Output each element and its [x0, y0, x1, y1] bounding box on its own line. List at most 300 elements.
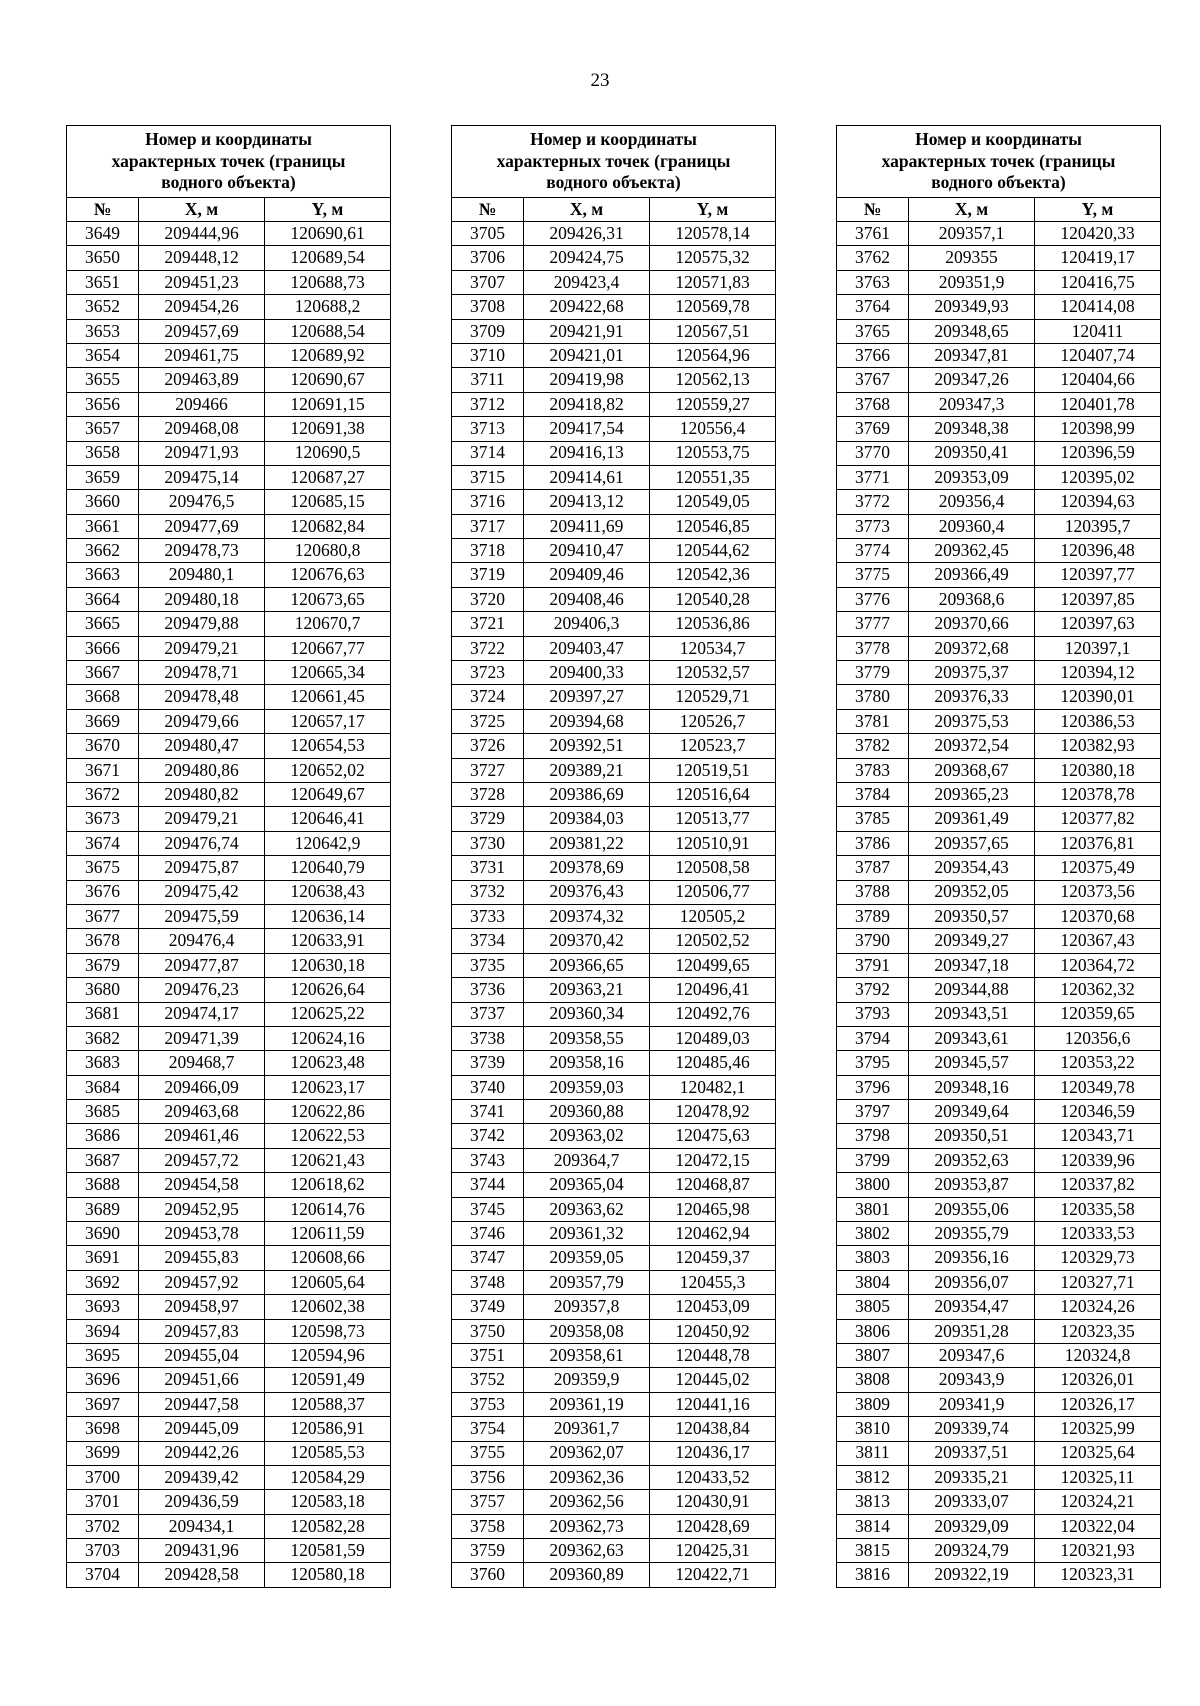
coordinates-table [836, 125, 1161, 1588]
y-coordinate-cell: 120329,73 [1035, 1246, 1161, 1270]
point-number-cell: 3806 [837, 1319, 909, 1343]
table-row [452, 514, 776, 538]
x-coordinate-cell: 209436,59 [139, 1490, 265, 1514]
x-coordinate-cell: 209364,7 [524, 1148, 650, 1172]
table-row [837, 392, 1161, 416]
y-coordinate-cell: 120505,2 [650, 904, 776, 928]
point-number-cell: 3691 [67, 1246, 139, 1270]
point-number-cell: 3649 [67, 222, 139, 246]
table-row [452, 612, 776, 636]
y-coordinate-cell: 120581,59 [265, 1539, 391, 1563]
y-coordinate-cell: 120401,78 [1035, 392, 1161, 416]
point-number-cell: 3671 [67, 758, 139, 782]
y-coordinate-cell: 120575,32 [650, 246, 776, 270]
point-number-cell: 3740 [452, 1075, 524, 1099]
x-coordinate-cell: 209421,01 [524, 343, 650, 367]
table-row [67, 343, 391, 367]
point-number-cell: 3792 [837, 978, 909, 1002]
x-coordinate-cell: 209358,08 [524, 1319, 650, 1343]
point-number-cell: 3676 [67, 880, 139, 904]
column-header-number: № [837, 198, 909, 222]
y-coordinate-cell: 120582,28 [265, 1514, 391, 1538]
point-number-cell: 3731 [452, 856, 524, 880]
point-number-cell: 3655 [67, 368, 139, 392]
table-row [67, 978, 391, 1002]
x-coordinate-cell: 209357,1 [909, 222, 1035, 246]
x-coordinate-cell: 209426,31 [524, 222, 650, 246]
table-row [67, 929, 391, 953]
y-coordinate-cell: 120455,3 [650, 1270, 776, 1294]
x-coordinate-cell: 209351,28 [909, 1319, 1035, 1343]
table-row [67, 1124, 391, 1148]
x-coordinate-cell: 209366,49 [909, 563, 1035, 587]
table-row [67, 1368, 391, 1392]
point-number-cell: 3803 [837, 1246, 909, 1270]
y-coordinate-cell: 120359,65 [1035, 1002, 1161, 1026]
point-number-cell: 3723 [452, 661, 524, 685]
table-row [67, 782, 391, 806]
table-row [452, 758, 776, 782]
table-row [837, 978, 1161, 1002]
point-number-cell: 3770 [837, 441, 909, 465]
y-coordinate-cell: 120323,31 [1035, 1563, 1161, 1587]
point-number-cell: 3699 [67, 1441, 139, 1465]
table-row [837, 270, 1161, 294]
y-coordinate-cell: 120485,46 [650, 1051, 776, 1075]
point-number-cell: 3793 [837, 1002, 909, 1026]
y-coordinate-cell: 120625,22 [265, 1002, 391, 1026]
x-coordinate-cell: 209361,49 [909, 807, 1035, 831]
x-coordinate-cell: 209375,37 [909, 661, 1035, 685]
point-number-cell: 3786 [837, 831, 909, 855]
x-coordinate-cell: 209455,83 [139, 1246, 265, 1270]
y-coordinate-cell: 120654,53 [265, 734, 391, 758]
y-coordinate-cell: 120394,12 [1035, 661, 1161, 685]
page-number: 23 [590, 70, 610, 91]
y-coordinate-cell: 120688,2 [265, 295, 391, 319]
table-row [452, 1368, 776, 1392]
x-coordinate-cell: 209448,12 [139, 246, 265, 270]
y-coordinate-cell: 120559,27 [650, 392, 776, 416]
x-coordinate-cell: 209447,58 [139, 1392, 265, 1416]
point-number-cell: 3739 [452, 1051, 524, 1075]
point-number-cell: 3747 [452, 1246, 524, 1270]
table-title-line: Номер и координаты [915, 129, 1082, 150]
x-coordinate-cell: 209339,74 [909, 1417, 1035, 1441]
point-number-cell: 3683 [67, 1051, 139, 1075]
x-coordinate-cell: 209376,33 [909, 685, 1035, 709]
point-number-cell: 3776 [837, 587, 909, 611]
x-coordinate-cell: 209421,91 [524, 319, 650, 343]
coordinates-table [66, 125, 391, 1588]
x-coordinate-cell: 209357,8 [524, 1295, 650, 1319]
y-coordinate-cell: 120478,92 [650, 1100, 776, 1124]
x-coordinate-cell: 209361,7 [524, 1417, 650, 1441]
table-title-line: водного объекта) [161, 172, 296, 193]
x-coordinate-cell: 209324,79 [909, 1539, 1035, 1563]
point-number-cell: 3698 [67, 1417, 139, 1441]
x-coordinate-cell: 209478,71 [139, 661, 265, 685]
point-number-cell: 3673 [67, 807, 139, 831]
table-row [837, 319, 1161, 343]
y-coordinate-cell: 120380,18 [1035, 758, 1161, 782]
table-row [67, 1246, 391, 1270]
point-number-cell: 3755 [452, 1441, 524, 1465]
point-number-cell: 3652 [67, 295, 139, 319]
x-coordinate-cell: 209354,47 [909, 1295, 1035, 1319]
x-coordinate-cell: 209362,45 [909, 539, 1035, 563]
table-row [67, 222, 391, 246]
y-coordinate-cell: 120569,78 [650, 295, 776, 319]
x-coordinate-cell: 209434,1 [139, 1514, 265, 1538]
table-row [67, 490, 391, 514]
table-row [837, 1124, 1161, 1148]
table-title-line: водного объекта) [546, 172, 681, 193]
table-row [837, 661, 1161, 685]
y-coordinate-cell: 120397,63 [1035, 612, 1161, 636]
y-coordinate-cell: 120496,41 [650, 978, 776, 1002]
table-row [452, 1539, 776, 1563]
table-row [452, 807, 776, 831]
table-row [452, 222, 776, 246]
point-number-cell: 3724 [452, 685, 524, 709]
y-coordinate-cell: 120562,13 [650, 368, 776, 392]
point-number-cell: 3737 [452, 1002, 524, 1026]
x-coordinate-cell: 209352,63 [909, 1148, 1035, 1172]
table-row [837, 758, 1161, 782]
table-row [452, 685, 776, 709]
table-row [67, 246, 391, 270]
point-number-cell: 3702 [67, 1514, 139, 1538]
x-coordinate-cell: 209344,88 [909, 978, 1035, 1002]
table-row [67, 587, 391, 611]
x-coordinate-cell: 209343,9 [909, 1368, 1035, 1392]
x-coordinate-cell: 209392,51 [524, 734, 650, 758]
point-number-cell: 3679 [67, 953, 139, 977]
y-coordinate-cell: 120657,17 [265, 709, 391, 733]
point-number-cell: 3789 [837, 904, 909, 928]
point-number-cell: 3690 [67, 1222, 139, 1246]
y-coordinate-cell: 120396,59 [1035, 441, 1161, 465]
y-coordinate-cell: 120622,53 [265, 1124, 391, 1148]
y-coordinate-cell: 120623,48 [265, 1051, 391, 1075]
table-row [452, 1465, 776, 1489]
y-coordinate-cell: 120378,78 [1035, 782, 1161, 806]
table-row [67, 953, 391, 977]
point-number-cell: 3784 [837, 782, 909, 806]
point-number-cell: 3808 [837, 1368, 909, 1392]
y-coordinate-cell: 120536,86 [650, 612, 776, 636]
x-coordinate-cell: 209359,03 [524, 1075, 650, 1099]
y-coordinate-cell: 120472,15 [650, 1148, 776, 1172]
x-coordinate-cell: 209397,27 [524, 685, 650, 709]
point-number-cell: 3801 [837, 1197, 909, 1221]
point-number-cell: 3736 [452, 978, 524, 1002]
point-number-cell: 3657 [67, 417, 139, 441]
y-coordinate-cell: 120395,7 [1035, 514, 1161, 538]
x-coordinate-cell: 209370,42 [524, 929, 650, 953]
table-row [67, 1051, 391, 1075]
point-number-cell: 3788 [837, 880, 909, 904]
table-row [837, 1173, 1161, 1197]
x-coordinate-cell: 209466 [139, 392, 265, 416]
y-coordinate-cell: 120349,78 [1035, 1075, 1161, 1099]
x-coordinate-cell: 209452,95 [139, 1197, 265, 1221]
table-row [452, 295, 776, 319]
x-coordinate-cell: 209463,89 [139, 368, 265, 392]
y-coordinate-cell: 120448,78 [650, 1343, 776, 1367]
x-coordinate-cell: 209414,61 [524, 465, 650, 489]
point-number-cell: 3752 [452, 1368, 524, 1392]
table-title-line: характерных точек (границы [496, 150, 731, 171]
y-coordinate-cell: 120690,61 [265, 222, 391, 246]
y-coordinate-cell: 120585,53 [265, 1441, 391, 1465]
table-row [837, 1514, 1161, 1538]
point-number-cell: 3665 [67, 612, 139, 636]
table-row [452, 709, 776, 733]
point-number-cell: 3677 [67, 904, 139, 928]
y-coordinate-cell: 120586,91 [265, 1417, 391, 1441]
y-coordinate-cell: 120591,49 [265, 1368, 391, 1392]
point-number-cell: 3799 [837, 1148, 909, 1172]
table-row [452, 1270, 776, 1294]
point-number-cell: 3780 [837, 685, 909, 709]
x-coordinate-cell: 209453,78 [139, 1222, 265, 1246]
table-row [452, 953, 776, 977]
y-coordinate-cell: 120411 [1035, 319, 1161, 343]
x-coordinate-cell: 209480,1 [139, 563, 265, 587]
y-coordinate-cell: 120691,15 [265, 392, 391, 416]
point-number-cell: 3654 [67, 343, 139, 367]
point-number-cell: 3754 [452, 1417, 524, 1441]
x-coordinate-cell: 209466,09 [139, 1075, 265, 1099]
table-row [452, 246, 776, 270]
y-coordinate-cell: 120551,35 [650, 465, 776, 489]
table-row [67, 1222, 391, 1246]
x-coordinate-cell: 209410,47 [524, 539, 650, 563]
point-number-cell: 3709 [452, 319, 524, 343]
point-number-cell: 3744 [452, 1173, 524, 1197]
point-number-cell: 3667 [67, 661, 139, 685]
y-coordinate-cell: 120516,64 [650, 782, 776, 806]
table-row [67, 1490, 391, 1514]
table-row [837, 539, 1161, 563]
point-number-cell: 3660 [67, 490, 139, 514]
point-number-cell: 3656 [67, 392, 139, 416]
point-number-cell: 3766 [837, 343, 909, 367]
point-number-cell: 3713 [452, 417, 524, 441]
y-coordinate-cell: 120453,09 [650, 1295, 776, 1319]
y-coordinate-cell: 120370,68 [1035, 904, 1161, 928]
x-coordinate-cell: 209347,3 [909, 392, 1035, 416]
x-coordinate-cell: 209349,93 [909, 295, 1035, 319]
y-coordinate-cell: 120622,86 [265, 1100, 391, 1124]
x-coordinate-cell: 209366,65 [524, 953, 650, 977]
table-row [67, 612, 391, 636]
table-row [837, 807, 1161, 831]
point-number-cell: 3708 [452, 295, 524, 319]
y-coordinate-cell: 120529,71 [650, 685, 776, 709]
point-number-cell: 3769 [837, 417, 909, 441]
point-number-cell: 3721 [452, 612, 524, 636]
x-coordinate-cell: 209476,23 [139, 978, 265, 1002]
x-coordinate-cell: 209350,57 [909, 904, 1035, 928]
table-row [452, 1417, 776, 1441]
y-coordinate-cell: 120445,02 [650, 1368, 776, 1392]
x-coordinate-cell: 209428,58 [139, 1563, 265, 1587]
point-number-cell: 3730 [452, 831, 524, 855]
x-coordinate-cell: 209353,87 [909, 1173, 1035, 1197]
x-coordinate-cell: 209424,75 [524, 246, 650, 270]
table-row [67, 1100, 391, 1124]
y-coordinate-cell: 120425,31 [650, 1539, 776, 1563]
point-number-cell: 3693 [67, 1295, 139, 1319]
y-coordinate-cell: 120396,48 [1035, 539, 1161, 563]
x-coordinate-cell: 209474,17 [139, 1002, 265, 1026]
x-coordinate-cell: 209451,23 [139, 270, 265, 294]
point-number-cell: 3798 [837, 1124, 909, 1148]
x-coordinate-cell: 209378,69 [524, 856, 650, 880]
table-row [67, 392, 391, 416]
x-coordinate-cell: 209416,13 [524, 441, 650, 465]
y-coordinate-cell: 120397,77 [1035, 563, 1161, 587]
y-coordinate-cell: 120649,67 [265, 782, 391, 806]
point-number-cell: 3718 [452, 539, 524, 563]
table-row [67, 880, 391, 904]
y-coordinate-cell: 120325,64 [1035, 1441, 1161, 1465]
point-number-cell: 3733 [452, 904, 524, 928]
table-row [452, 1319, 776, 1343]
x-coordinate-cell: 209362,36 [524, 1465, 650, 1489]
y-coordinate-cell: 120422,71 [650, 1563, 776, 1587]
point-number-cell: 3696 [67, 1368, 139, 1392]
table-row [837, 246, 1161, 270]
x-coordinate-cell: 209329,09 [909, 1514, 1035, 1538]
point-number-cell: 3757 [452, 1490, 524, 1514]
x-coordinate-cell: 209381,22 [524, 831, 650, 855]
table-row [452, 929, 776, 953]
x-coordinate-cell: 209455,04 [139, 1343, 265, 1367]
x-coordinate-cell: 209322,19 [909, 1563, 1035, 1587]
x-coordinate-cell: 209394,68 [524, 709, 650, 733]
x-coordinate-cell: 209406,3 [524, 612, 650, 636]
point-number-cell: 3684 [67, 1075, 139, 1099]
x-coordinate-cell: 209349,64 [909, 1100, 1035, 1124]
table-row [452, 270, 776, 294]
x-coordinate-cell: 209454,58 [139, 1173, 265, 1197]
table-row [452, 831, 776, 855]
point-number-cell: 3763 [837, 270, 909, 294]
point-number-cell: 3760 [452, 1563, 524, 1587]
point-number-cell: 3689 [67, 1197, 139, 1221]
y-coordinate-cell: 120475,63 [650, 1124, 776, 1148]
y-coordinate-cell: 120364,72 [1035, 953, 1161, 977]
y-coordinate-cell: 120665,34 [265, 661, 391, 685]
table-row [67, 368, 391, 392]
table-row [67, 319, 391, 343]
table-row [452, 1148, 776, 1172]
point-number-cell: 3807 [837, 1343, 909, 1367]
table-row [67, 563, 391, 587]
x-coordinate-cell: 209343,61 [909, 1026, 1035, 1050]
table-row [452, 636, 776, 660]
y-coordinate-cell: 120337,82 [1035, 1173, 1161, 1197]
point-number-cell: 3686 [67, 1124, 139, 1148]
table-row [67, 856, 391, 880]
y-coordinate-cell: 120626,64 [265, 978, 391, 1002]
x-coordinate-cell: 209351,9 [909, 270, 1035, 294]
point-number-cell: 3741 [452, 1100, 524, 1124]
table-title-line: водного объекта) [931, 172, 1066, 193]
y-coordinate-cell: 120373,56 [1035, 880, 1161, 904]
table-row [452, 587, 776, 611]
x-coordinate-cell: 209359,9 [524, 1368, 650, 1392]
y-coordinate-cell: 120652,02 [265, 758, 391, 782]
x-coordinate-cell: 209480,82 [139, 782, 265, 806]
x-coordinate-cell: 209362,07 [524, 1441, 650, 1465]
x-coordinate-cell: 209370,66 [909, 612, 1035, 636]
point-number-cell: 3773 [837, 514, 909, 538]
y-coordinate-cell: 120553,75 [650, 441, 776, 465]
point-number-cell: 3725 [452, 709, 524, 733]
point-number-cell: 3764 [837, 295, 909, 319]
y-coordinate-cell: 120321,93 [1035, 1539, 1161, 1563]
x-coordinate-cell: 209358,16 [524, 1051, 650, 1075]
table-row [837, 514, 1161, 538]
x-coordinate-cell: 209345,57 [909, 1051, 1035, 1075]
y-coordinate-cell: 120523,7 [650, 734, 776, 758]
x-coordinate-cell: 209374,32 [524, 904, 650, 928]
point-number-cell: 3651 [67, 270, 139, 294]
x-coordinate-cell: 209417,54 [524, 417, 650, 441]
point-number-cell: 3666 [67, 636, 139, 660]
point-number-cell: 3781 [837, 709, 909, 733]
x-coordinate-cell: 209341,9 [909, 1392, 1035, 1416]
table-row [452, 782, 776, 806]
point-number-cell: 3653 [67, 319, 139, 343]
point-number-cell: 3787 [837, 856, 909, 880]
x-coordinate-cell: 209353,09 [909, 465, 1035, 489]
point-number-cell: 3669 [67, 709, 139, 733]
y-coordinate-cell: 120689,92 [265, 343, 391, 367]
x-coordinate-cell: 209360,4 [909, 514, 1035, 538]
table-row [67, 1002, 391, 1026]
x-coordinate-cell: 209333,07 [909, 1490, 1035, 1514]
x-coordinate-cell: 209354,43 [909, 856, 1035, 880]
point-number-cell: 3796 [837, 1075, 909, 1099]
y-coordinate-cell: 120532,57 [650, 661, 776, 685]
table-row [452, 1100, 776, 1124]
y-coordinate-cell: 120630,18 [265, 953, 391, 977]
table-row [67, 1563, 391, 1587]
point-number-cell: 3750 [452, 1319, 524, 1343]
x-coordinate-cell: 209480,86 [139, 758, 265, 782]
y-coordinate-cell: 120646,41 [265, 807, 391, 831]
table-row [67, 1295, 391, 1319]
point-number-cell: 3797 [837, 1100, 909, 1124]
point-number-cell: 3785 [837, 807, 909, 831]
point-number-cell: 3759 [452, 1539, 524, 1563]
table-row [452, 563, 776, 587]
table-row [837, 465, 1161, 489]
point-number-cell: 3753 [452, 1392, 524, 1416]
table-row [837, 685, 1161, 709]
point-number-cell: 3756 [452, 1465, 524, 1489]
table-row [452, 734, 776, 758]
y-coordinate-cell: 120376,81 [1035, 831, 1161, 855]
y-coordinate-cell: 120614,76 [265, 1197, 391, 1221]
y-coordinate-cell: 120450,92 [650, 1319, 776, 1343]
